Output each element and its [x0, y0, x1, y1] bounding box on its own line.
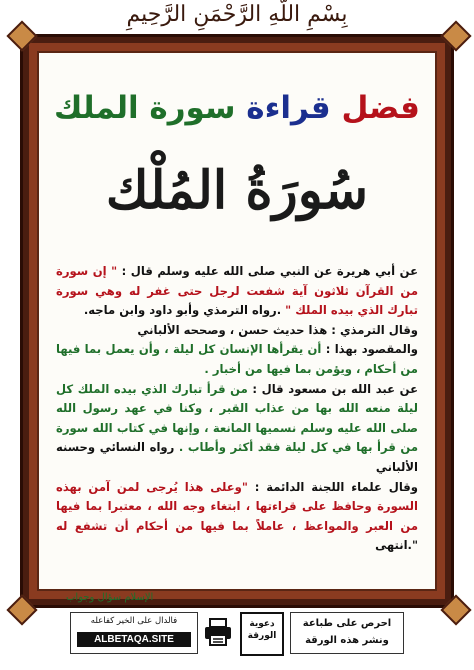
site-link[interactable]: ALBETAQA.SITE [77, 632, 191, 647]
title-word: فضل [341, 90, 420, 126]
title-word: سورة [149, 90, 236, 126]
hadith-quote: من قرأ تبارك الذي بيده الملك كل ليلة منعه الله بها من عذاب القبر ، وكنا في عهد رسول الله صلى الله عليه وسلم نسميها المانعة ، وإنها في كتاب الله سورة من قرأ بها في كل ليلة فقد أكثر وأطاب . [56, 381, 418, 455]
footer [70, 612, 404, 662]
fatwa-quote: "وعلى هذا يُرجى لمن آمن بهذه السورة وحافظ على قراءتها ، ابتغاء وجه الله ، معتبرا بما فيها من العبر والمواعظ ، عاملاً بما فيها من أحكام أن تشفع له [56, 479, 418, 533]
meaning-intro: والمقصود بهذا : [321, 342, 418, 357]
page-title [37, 90, 437, 126]
logo-line: دعوية [249, 619, 275, 629]
narration-intro: عن عبد الله بن مسعود قال : [247, 381, 418, 396]
source-credit: الإسلام سؤال وجواب [66, 592, 154, 603]
title-word: قراءة [246, 90, 331, 126]
paragraph-hadith-2 [56, 380, 418, 478]
logo-line: الورقة [247, 631, 277, 641]
grading-text: وقال الترمذي : هذا حديث حسن ، وصححه الألباني [137, 322, 418, 337]
surah-calligraphy: سُورَةُ المُلْك [105, 160, 369, 221]
footer-slogan: فالدال على الخير كفاعله [90, 616, 178, 626]
footer-print-box [290, 612, 404, 654]
paragraph-meaning [56, 340, 418, 379]
printer-icon [202, 616, 234, 648]
fatwa-end: ".انتهى [375, 538, 418, 553]
fatwa-intro: وقال علماء اللجنة الدائمة : [247, 479, 418, 494]
bismillah-header: بِسْمِ اللَّهِ الرَّحْمَنِ الرَّحِيمِ [126, 2, 348, 27]
title-word: الملك [54, 90, 139, 126]
dawah-logo [240, 612, 284, 656]
print-appeal: احرص على طباعة [302, 618, 392, 629]
article-body [56, 262, 418, 556]
paragraph-hadith-1 [56, 262, 418, 321]
hadith-source: رواه النسائي وحسنه الألباني [56, 440, 418, 474]
paragraph-fatwa [56, 478, 418, 556]
hadith-source: .رواه الترمذي وأبو داود وابن ماجه. [83, 303, 286, 318]
hadith-quote: " إن سورة من القرآن ثلاثون آية شفعت لرجل حتى غفر له وهي سورة تبارك الذي بيده الملك " [56, 264, 418, 318]
narration-intro: عن أبي هريرة عن النبي صلى الله عليه وسلم قال : [117, 264, 419, 278]
share-appeal: ونشر هذه الورقة [305, 635, 389, 646]
meaning-text: أن يقرأها الإنسان كل ليلة ، وأن يعمل بما فيها من أحكام ، ويؤمن بما فيها من أخبار . [56, 342, 418, 376]
paragraph-grading [56, 321, 418, 341]
footer-slogan-box [70, 612, 198, 654]
